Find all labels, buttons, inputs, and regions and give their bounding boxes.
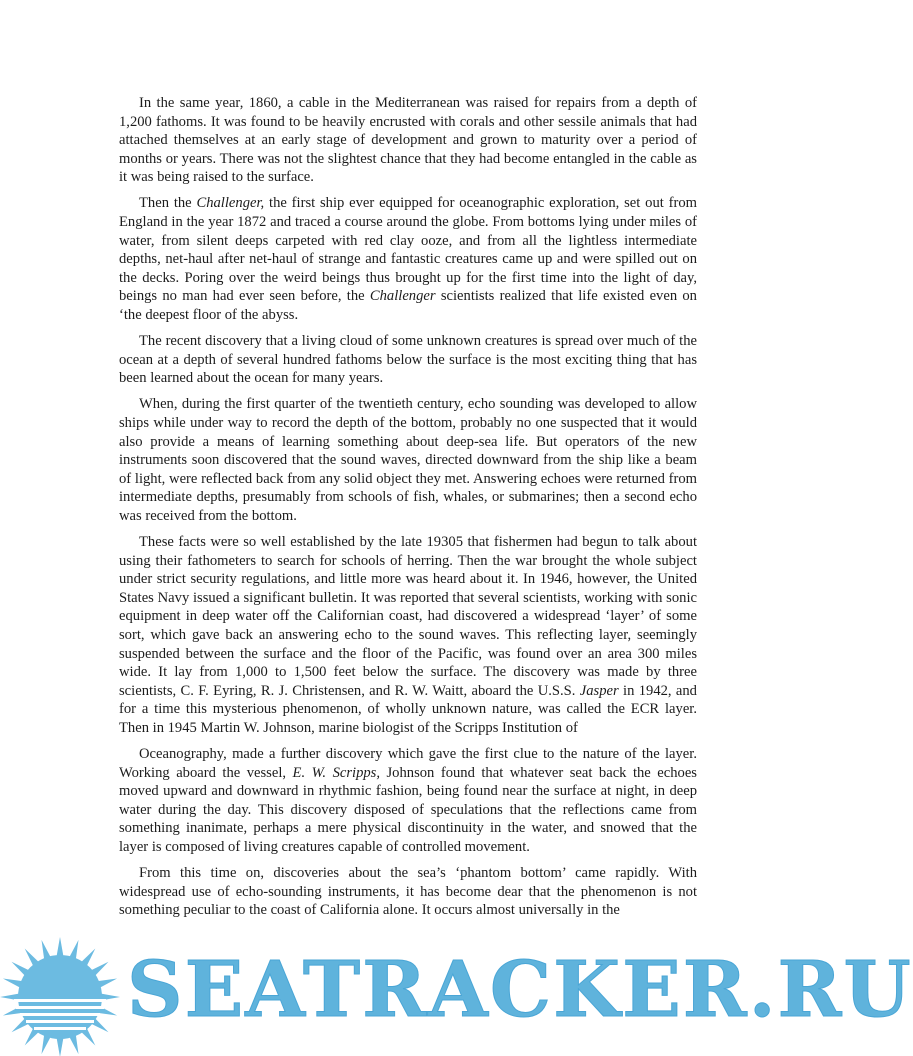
text-segment: in 1942, and for a time this mysterious phenomenon, of wholly unknown nature, was called the ECR layer. Then in 1945 Martin W. Johnson, marine biologist of the Scripps Institution of <box>119 682 697 736</box>
paragraph-3 <box>119 332 697 388</box>
text-segment: Oceanography, made a further discovery which gave the first clue to the nature of the layer. Working aboard the vessel, <box>119 746 697 781</box>
body-text <box>119 94 697 927</box>
text-segment: From this time on, discoveries about the sea’s ‘phantom bottom’ came rapidly. With widespread use of echo-sounding instruments, it has become dear that the phenomenon is not something peculiar to the coast of California alone. It occurs almost universally in the <box>119 865 697 919</box>
italic-text: E. W. Scripps, <box>292 764 380 781</box>
italic-text: Challenger <box>369 288 436 305</box>
text-segment: The recent discovery that a living cloud of some unknown creatures is spread over much of the ocean at a depth of several hundred fathoms below the surface is the most exciting thing that has been learned about the ocean for many years. <box>119 333 697 387</box>
italic-text: Challenger, <box>196 195 265 212</box>
text-segment: Johnson found that whatever seat back the echoes moved upward and downward in rhythmic fashion, being found near the surface at night, in deep water during the day. This discovery disposed of speculations that the reflections came from something inanimate, perhaps a mere physical discontinuity in the water, and snowed that the layer is composed of living creatures capable of controlled movement. <box>119 764 697 856</box>
paragraph-5 <box>119 533 697 738</box>
text-segment: Then the <box>139 195 197 212</box>
text-segment: These facts were so well established by the late 19305 that fishermen had begun to talk about using their fathometers to search for schools of herring. Then the war brought the whole subject under strict security regulations, and little more was heard about it. In 1946, however, the United States Navy issued a significant bulletin. It was reported that several scientists, working with sonic equipment in deep water off the Californian coast, had discovered a widespread ‘layer’ of some sort, which gave back an answering echo to the sound waves. This reflecting layer, seemingly suspended between the surface and the floor of the Pacific, was found over an area 300 miles wide. It lay from 1,000 to 1,500 feet below the surface. The discovery was made by three scientists, C. F. Eyring, R. J. Christensen, and R. W. Waitt, aboard the U.S.S. <box>119 534 697 699</box>
paragraph-6 <box>119 745 697 857</box>
text-segment: In the same year, 1860, a cable in the Mediterranean was raised for repairs from a depth of 1,200 fathoms. It was found to be heavily encrusted with corals and other sessile animals that had attached themselves at an early stage of development and grown to maturity over a period of months or years. There was not the slightest chance that they had become entangled in the cable as it was being raised to the surface. <box>119 95 697 186</box>
sun-ray <box>56 1037 63 1056</box>
paragraph-4 <box>119 395 697 525</box>
paragraph-1 <box>119 94 697 187</box>
watermark-text: SEATRACKER.RU <box>127 945 913 1035</box>
text-segment: When, during the first quarter of the twentieth century, echo sounding was developed to allow ships while under way to record the depth of the bottom, probably no one suspected that it would also provide a means of learning something about deep-sea life. But operators of the new instruments soon discovered that the sound waves, directed downward from the ship like a beam of light, were reflected back from any solid object they met. Answering echoes were returned from intermediate depths, presumably from schools of fish, whales, or submarines; then a second echo was received from the bottom. <box>119 396 697 524</box>
sun-over-sea-icon <box>0 937 120 1056</box>
text-segment: scientists realized that life existed even on ‘the deepest floor of the abyss. <box>119 288 697 324</box>
paragraph-7 <box>119 864 697 920</box>
italic-text: Jasper <box>579 682 619 699</box>
paragraph-2 <box>119 194 697 324</box>
sun-ray <box>56 937 63 957</box>
text-segment: the first ship ever equipped for oceanographic exploration, set out from England in the year 1872 and traced a course around the globe. From bottoms lying under miles of water, from silent deeps carpeted with red clay ooze, and from all the lightless intermediate depths, net-haul after net-haul of strange and fantastic creatures came up and were spilled out on the decks. Poring over the weird beings thus brought up for the first time into the light of day, beings no man had ever seen before, the <box>119 195 697 305</box>
